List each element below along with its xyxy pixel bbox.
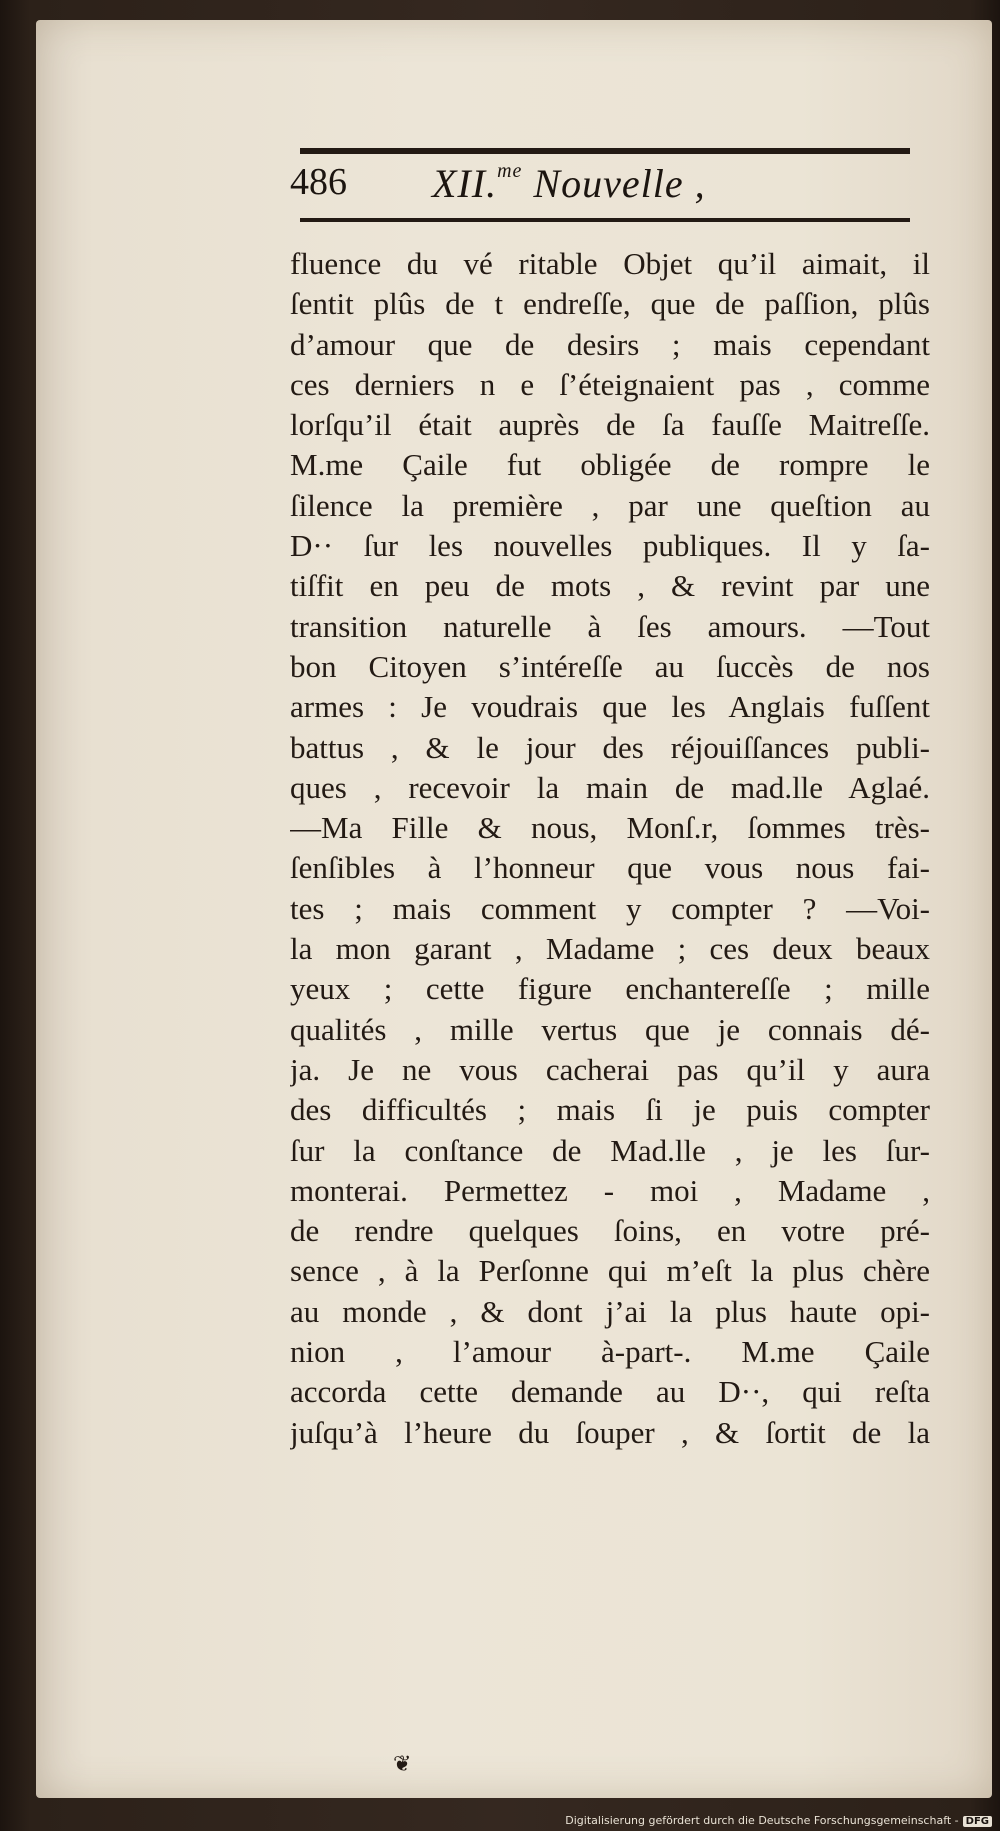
text-line: tes ; mais comment y compter ? —Voi- (290, 890, 930, 926)
text-line: —Ma Fille & nous, Monſ.r, ſommes très- (290, 810, 930, 846)
text-line: ſenſibles à l’honneur que vous nous fai- (290, 850, 930, 886)
header-rule-bottom (300, 218, 910, 222)
text-line: sence , à la Perſonne qui m’eſt la plus chère (290, 1253, 930, 1289)
text-line: yeux ; cette figure enchantereſſe ; mille (290, 971, 930, 1007)
text-line: de rendre quelques ſoins, en votre pré- (290, 1213, 930, 1249)
text-line: tiſfit en peu de mots , & revint par une (290, 568, 930, 604)
text-line: la mon garant , Madame ; ces deux beaux (290, 931, 930, 967)
text-line: juſqu’à l’heure du ſouper , & ſortit de la (290, 1414, 930, 1450)
text-line: des difficultés ; mais ſi je puis compter (290, 1092, 930, 1128)
running-head (432, 160, 706, 207)
text-line: ſur la conſtance de Mad.lle , je les ſur- (290, 1132, 930, 1168)
running-head-main: XII. (432, 161, 498, 206)
header-rule-top (300, 148, 910, 154)
text-line: qualités , mille vertus que je connais dé- (290, 1011, 930, 1047)
text-line: ces derniers n e ſ’éteignaient pas , comme (290, 366, 930, 402)
page-header (290, 160, 910, 220)
digitization-credit (565, 1814, 992, 1827)
fleuron-ornament-icon: ❦ (393, 1752, 412, 1777)
text-line: ſentit plûs de t endreſſe, que de paſſion, plûs (290, 286, 930, 322)
credit-text: Digitalisierung gefördert durch die Deutsche Forschungsgemeinschaft - (565, 1814, 959, 1827)
text-line: fluence du vé ritable Objet qu’il aimait, il (290, 246, 930, 281)
text-line: bon Citoyen s’intéreſſe au ſuccès de nos (290, 648, 930, 684)
text-line: d’amour que de desirs ; mais cependant (290, 326, 930, 362)
page-number: 486 (290, 161, 347, 203)
dfg-logo: DFG (963, 1816, 992, 1827)
text-line: transition naturelle à ſes amours. —Tout (290, 608, 930, 644)
running-head-rest: Nouvelle , (522, 161, 706, 206)
text-line: accorda cette demande au D··, qui reſta (290, 1374, 930, 1410)
body-text (290, 244, 930, 1453)
text-line: armes : Je voudrais que les Anglais fuſſent (290, 689, 930, 725)
running-head-sup: me (497, 160, 523, 182)
text-line: M.me Çaile fut obligée de rompre le (290, 447, 930, 483)
text-line: nion , l’amour à-part-. M.me Çaile (290, 1334, 930, 1370)
text-line: D·· ſur les nouvelles publiques. Il y ſa- (290, 528, 930, 564)
text-line: monterai. Permettez - moi , Madame , (290, 1172, 930, 1208)
text-line: ja. Je ne vous cacherai pas qu’il y aura (290, 1051, 930, 1087)
text-line: lorſqu’il était auprès de ſa fauſſe Maitreſſe. (290, 407, 930, 443)
text-line: ſilence la première , par une queſtion au (290, 487, 930, 523)
text-line: battus , & le jour des réjouiſſances publi- (290, 729, 930, 765)
text-line: au monde , & dont j’ai la plus haute opi- (290, 1293, 930, 1329)
text-line: ques , recevoir la main de mad.lle Aglaé. (290, 769, 930, 805)
